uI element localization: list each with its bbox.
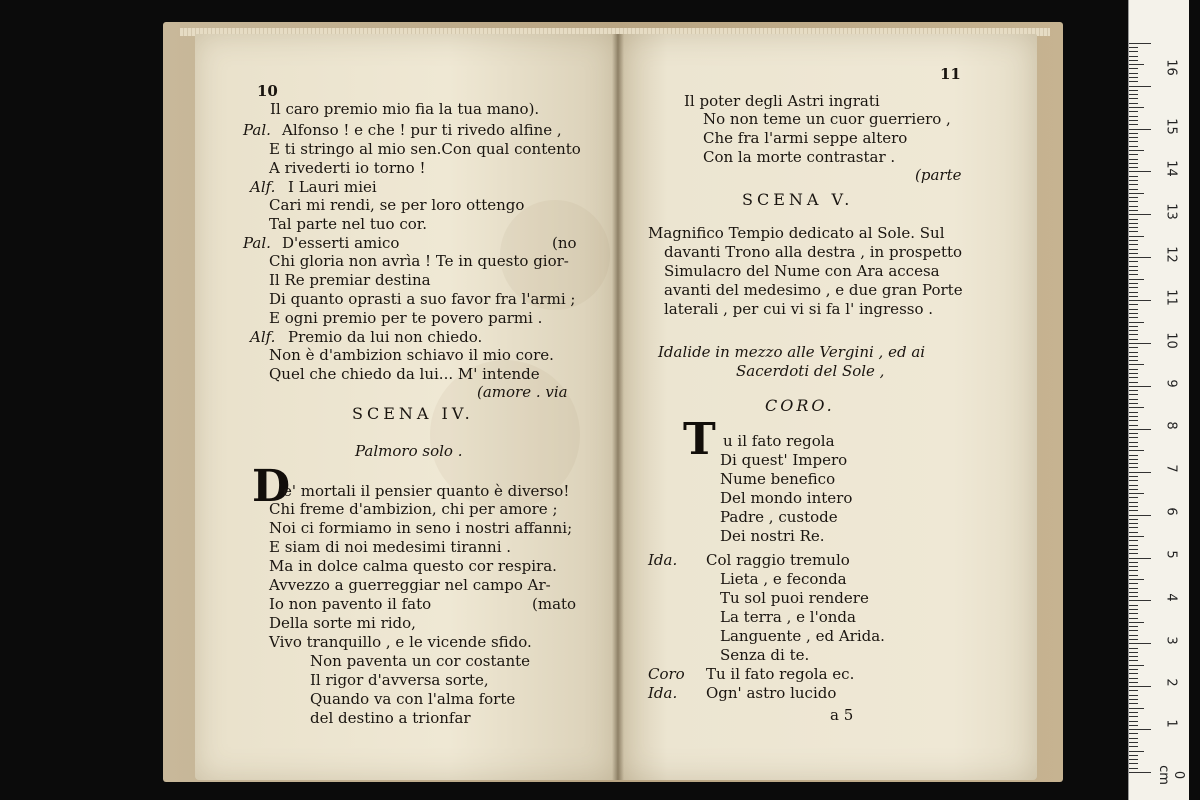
ruler-tick bbox=[1129, 377, 1138, 378]
text-line: Di quanto oprasti a suo favor fra l'armi ; bbox=[269, 290, 576, 308]
ruler-tick bbox=[1129, 394, 1138, 395]
ruler-tick bbox=[1129, 768, 1138, 769]
ruler-tick bbox=[1129, 725, 1138, 726]
ruler-tick bbox=[1129, 510, 1138, 511]
ruler-tick bbox=[1129, 171, 1151, 172]
ruler-tick bbox=[1129, 532, 1138, 533]
ruler-label: 2 bbox=[1163, 678, 1179, 687]
text-line: D'esserti amico bbox=[282, 234, 400, 252]
ida-line: Lieta , e feconda bbox=[720, 570, 847, 588]
ruler-tick bbox=[1129, 292, 1138, 293]
ruler-tick bbox=[1129, 249, 1138, 250]
ruler-tick bbox=[1129, 296, 1138, 297]
ruler-tick bbox=[1129, 364, 1144, 365]
chorus-line: Dei nostri Re. bbox=[720, 527, 825, 545]
ruler-tick bbox=[1129, 660, 1138, 661]
ruler-tick bbox=[1129, 540, 1138, 541]
ruler-tick bbox=[1129, 746, 1138, 747]
ruler-tick bbox=[1129, 485, 1138, 486]
text-line: (parte bbox=[915, 166, 962, 184]
ruler-tick bbox=[1129, 240, 1138, 241]
text-line: Quel che chiedo da lui... M' intende bbox=[269, 365, 540, 383]
ruler-tick bbox=[1129, 450, 1144, 451]
ruler-tick bbox=[1129, 313, 1138, 314]
ruler-label: 5 bbox=[1163, 550, 1179, 559]
ruler-tick bbox=[1129, 545, 1138, 546]
ruler-label: 0 cm bbox=[1156, 765, 1186, 785]
verse-line: Il rigor d'avversa sorte, bbox=[310, 671, 489, 689]
ruler-tick bbox=[1129, 536, 1144, 537]
description-line: laterali , per cui vi si fa l' ingresso . bbox=[664, 300, 934, 318]
verse-line: Quando va con l'alma forte bbox=[310, 690, 516, 708]
speaker-label: Alf. bbox=[250, 328, 276, 346]
ida-line: Languente , ed Arida. bbox=[720, 627, 885, 645]
ruler-tick bbox=[1129, 261, 1138, 262]
description-line: avanti del medesimo , e due gran Porte bbox=[664, 281, 963, 299]
verse-line: Vivo tranquillo , e le vicende sfido. bbox=[269, 633, 532, 651]
ruler-tick bbox=[1129, 716, 1138, 717]
ruler-tick bbox=[1129, 146, 1138, 147]
ida-line: Col raggio tremulo bbox=[706, 551, 850, 569]
ruler-tick bbox=[1129, 356, 1138, 357]
ruler-tick bbox=[1129, 116, 1138, 117]
verse-line: e' mortali il pensier quanto è diverso! bbox=[283, 482, 570, 500]
book-gutter bbox=[612, 34, 624, 780]
ruler-tick bbox=[1129, 686, 1151, 687]
ruler-tick bbox=[1129, 472, 1151, 473]
ruler-tick bbox=[1129, 549, 1138, 550]
verse-line: Chi freme d'ambizion, chi per amore ; bbox=[269, 500, 558, 518]
description-line: Magnifico Tempio dedicato al Sole. Sul bbox=[648, 224, 945, 242]
ruler-tick bbox=[1129, 493, 1144, 494]
ruler-tick bbox=[1129, 244, 1138, 245]
ruler-tick bbox=[1129, 579, 1144, 580]
text-line: Chi gloria non avrìa ! Te in questo gior- bbox=[269, 252, 569, 270]
ruler-tick bbox=[1129, 317, 1138, 318]
ruler-tick bbox=[1129, 176, 1138, 177]
ruler-tick bbox=[1129, 609, 1138, 610]
ruler-tick bbox=[1129, 279, 1144, 280]
ruler-tick bbox=[1129, 382, 1138, 383]
text-line: Con la morte contrastar . bbox=[703, 148, 896, 166]
ruler-tick bbox=[1129, 300, 1151, 301]
scene-heading: SCENA IV. bbox=[352, 404, 474, 423]
ruler-tick bbox=[1129, 592, 1138, 593]
ruler-tick bbox=[1129, 386, 1151, 387]
ruler-tick bbox=[1129, 712, 1138, 713]
ruler-tick bbox=[1129, 107, 1144, 108]
description-line: davanti Trono alla destra , in prospetto bbox=[664, 243, 963, 261]
ruler-tick bbox=[1129, 566, 1138, 567]
ruler-tick bbox=[1129, 90, 1138, 91]
ruler-tick bbox=[1129, 583, 1138, 584]
ruler-tick bbox=[1129, 390, 1138, 391]
ruler-tick bbox=[1129, 43, 1151, 44]
ruler-tick bbox=[1129, 64, 1144, 65]
ruler-tick bbox=[1129, 407, 1144, 408]
ida-line: Tu sol puoi rendere bbox=[720, 589, 869, 607]
ruler-tick bbox=[1129, 51, 1138, 52]
verse-line: (mato bbox=[532, 595, 577, 613]
chorus-line: Del mondo intero bbox=[720, 489, 853, 507]
ruler-tick bbox=[1129, 425, 1138, 426]
ruler-tick bbox=[1129, 167, 1138, 168]
ruler-tick bbox=[1129, 721, 1138, 722]
ruler-tick bbox=[1129, 699, 1138, 700]
ruler-label: 9 bbox=[1163, 379, 1179, 388]
ruler-tick bbox=[1129, 562, 1138, 563]
ruler-tick bbox=[1129, 103, 1138, 104]
ruler-tick bbox=[1129, 214, 1151, 215]
ruler-tick bbox=[1129, 403, 1138, 404]
ruler-tick bbox=[1129, 759, 1138, 760]
text-line: A rivederti io torno ! bbox=[269, 159, 426, 177]
signature-mark: a 5 bbox=[830, 706, 854, 724]
ruler-tick bbox=[1129, 347, 1138, 348]
ruler-tick bbox=[1129, 613, 1138, 614]
verse-line: Della sorte mi rido, bbox=[269, 614, 416, 632]
text-line: Tal parte nel tuo cor. bbox=[269, 215, 428, 233]
ruler-tick bbox=[1129, 274, 1138, 275]
speaker-label: Pal. bbox=[243, 121, 271, 139]
speaker-label: Ida. bbox=[648, 551, 678, 569]
text-line: Il Re premiar destina bbox=[269, 271, 431, 289]
speaker-label: Pal. bbox=[243, 234, 271, 252]
ruler-tick bbox=[1129, 163, 1138, 164]
ruler-tick bbox=[1129, 206, 1138, 207]
ruler-label: 14 bbox=[1163, 160, 1179, 177]
ruler-tick bbox=[1129, 476, 1138, 477]
ruler-tick bbox=[1129, 326, 1138, 327]
ruler-tick bbox=[1129, 420, 1138, 421]
verse-line: Ma in dolce calma questo cor respira. bbox=[269, 557, 557, 575]
measurement-ruler bbox=[1128, 0, 1189, 800]
ruler-tick bbox=[1129, 124, 1138, 125]
ruler-tick bbox=[1129, 665, 1144, 666]
ruler-tick bbox=[1129, 558, 1151, 559]
ruler-tick bbox=[1129, 330, 1138, 331]
ruler-tick bbox=[1129, 729, 1151, 730]
ruler-tick bbox=[1129, 708, 1144, 709]
ruler-tick bbox=[1129, 639, 1138, 640]
stage-direction: Sacerdoti del Sole , bbox=[736, 362, 885, 380]
ruler-label: 3 bbox=[1163, 636, 1179, 645]
speaker-label: Alf. bbox=[250, 178, 276, 196]
ruler-tick bbox=[1129, 133, 1138, 134]
drop-cap: T bbox=[683, 414, 716, 465]
ruler-tick bbox=[1129, 137, 1138, 138]
ruler-tick bbox=[1129, 369, 1138, 370]
ruler-tick bbox=[1129, 695, 1138, 696]
stage-direction: Idalide in mezzo alle Vergini , ed ai bbox=[658, 343, 926, 361]
ruler-tick bbox=[1129, 648, 1138, 649]
ruler-tick bbox=[1129, 111, 1138, 112]
ruler-tick bbox=[1129, 656, 1138, 657]
ruler-tick bbox=[1129, 77, 1138, 78]
ruler-label: 16 bbox=[1163, 59, 1179, 76]
ruler-tick bbox=[1129, 742, 1138, 743]
ruler-tick bbox=[1129, 678, 1138, 679]
ruler-tick bbox=[1129, 339, 1138, 340]
ruler-tick bbox=[1129, 227, 1138, 228]
ruler-tick bbox=[1129, 120, 1138, 121]
ruler-tick bbox=[1129, 184, 1138, 185]
ruler-tick bbox=[1129, 626, 1138, 627]
speaker-label: Ida. bbox=[648, 684, 678, 702]
ruler-tick bbox=[1129, 412, 1138, 413]
ruler-tick bbox=[1129, 738, 1138, 739]
ruler-tick bbox=[1129, 360, 1138, 361]
text-line: Che fra l'armi seppe altero bbox=[703, 129, 908, 147]
ruler-tick bbox=[1129, 459, 1138, 460]
text-line: I Lauri miei bbox=[288, 178, 377, 196]
text-line: Alfonso ! e che ! pur ti rivedo alfine , bbox=[282, 121, 562, 139]
ruler-tick bbox=[1129, 253, 1138, 254]
ruler-tick bbox=[1129, 682, 1138, 683]
ruler-tick bbox=[1129, 652, 1138, 653]
ruler-tick bbox=[1129, 703, 1138, 704]
ruler-label: 6 bbox=[1163, 507, 1179, 516]
ruler-tick bbox=[1129, 467, 1138, 468]
ruler-tick bbox=[1129, 266, 1138, 267]
text-line: Non è d'ambizion schiavo il mio core. bbox=[269, 346, 554, 364]
ruler-tick bbox=[1129, 455, 1138, 456]
ruler-tick bbox=[1129, 343, 1151, 344]
text-line: E ti stringo al mio sen.Con qual contento bbox=[269, 140, 581, 158]
ruler-tick bbox=[1129, 502, 1138, 503]
ruler-tick bbox=[1129, 47, 1138, 48]
ruler-tick bbox=[1129, 399, 1138, 400]
ruler-tick bbox=[1129, 480, 1138, 481]
ruler-tick bbox=[1129, 223, 1138, 224]
ruler-label: 7 bbox=[1163, 464, 1179, 473]
ruler-tick bbox=[1129, 352, 1138, 353]
scene-subtitle: Palmoro solo . bbox=[355, 442, 463, 460]
ruler-tick bbox=[1129, 570, 1138, 571]
verse-line: del destino a trionfar bbox=[310, 709, 471, 727]
ruler-tick bbox=[1129, 231, 1138, 232]
ruler-tick bbox=[1129, 489, 1138, 490]
text-line: Premio da lui non chiedo. bbox=[288, 328, 483, 346]
ruler-tick bbox=[1129, 523, 1138, 524]
ruler-tick bbox=[1129, 73, 1138, 74]
ruler-label: 13 bbox=[1163, 203, 1179, 220]
ruler-tick bbox=[1129, 605, 1138, 606]
ruler-tick bbox=[1129, 304, 1138, 305]
ruler-tick bbox=[1129, 433, 1138, 434]
ruler-tick bbox=[1129, 154, 1138, 155]
ruler-tick bbox=[1129, 60, 1138, 61]
ruler-tick bbox=[1129, 442, 1138, 443]
ruler-tick bbox=[1129, 463, 1138, 464]
text-line: Il caro premio mio fia la tua mano). bbox=[270, 100, 540, 118]
ruler-label: 4 bbox=[1163, 593, 1179, 602]
ida-line: Ogn' astro lucido bbox=[706, 684, 837, 702]
ruler-tick bbox=[1129, 201, 1138, 202]
ruler-tick bbox=[1129, 553, 1138, 554]
chorus-line: Di quest' Impero bbox=[720, 451, 848, 469]
ruler-tick bbox=[1129, 519, 1138, 520]
verse-line: Io non pavento il fato bbox=[269, 595, 432, 613]
ruler-label: 15 bbox=[1163, 118, 1179, 135]
chorus-heading: CORO. bbox=[765, 396, 835, 415]
ruler-tick bbox=[1129, 219, 1138, 220]
speaker-label: Coro bbox=[648, 665, 685, 683]
text-line: E ogni premio per te povero parmi . bbox=[269, 309, 543, 327]
description-line: Simulacro del Nume con Ara accesa bbox=[664, 262, 940, 280]
ruler-tick bbox=[1129, 515, 1151, 516]
ruler-tick bbox=[1129, 129, 1151, 130]
verse-line: Noi ci formiamo in seno i nostri affanni; bbox=[269, 519, 573, 537]
ida-line: La terra , e l'onda bbox=[720, 608, 856, 626]
text-line: No non teme un cuor guerriero , bbox=[703, 110, 951, 128]
ruler-tick bbox=[1129, 630, 1138, 631]
ruler-tick bbox=[1129, 334, 1138, 335]
verse-line: Avvezzo a guerreggiar nel campo Ar- bbox=[269, 576, 551, 594]
ruler-tick bbox=[1129, 236, 1144, 237]
ruler-tick bbox=[1129, 416, 1138, 417]
ruler-tick bbox=[1129, 197, 1138, 198]
ruler-tick bbox=[1129, 180, 1138, 181]
ruler-tick bbox=[1129, 622, 1144, 623]
ruler-tick bbox=[1129, 527, 1138, 528]
chorus-line: Nume benefico bbox=[720, 470, 836, 488]
ruler-tick bbox=[1129, 309, 1138, 310]
ruler-tick bbox=[1129, 193, 1144, 194]
ruler-tick bbox=[1129, 635, 1138, 636]
ruler-tick bbox=[1129, 669, 1138, 670]
ruler-tick bbox=[1129, 210, 1138, 211]
coro-line: Tu il fato regola ec. bbox=[706, 665, 855, 683]
ruler-label: 8 bbox=[1163, 421, 1179, 430]
ruler-tick bbox=[1129, 159, 1138, 160]
drop-cap: D bbox=[252, 461, 291, 512]
ruler-tick bbox=[1129, 141, 1138, 142]
ruler-tick bbox=[1129, 733, 1138, 734]
chorus-line: u il fato regola bbox=[723, 432, 835, 450]
ruler-tick bbox=[1129, 81, 1138, 82]
ruler-tick bbox=[1129, 68, 1138, 69]
ruler-tick bbox=[1129, 763, 1138, 764]
ruler-tick bbox=[1129, 600, 1151, 601]
text-line: (amore . via bbox=[477, 383, 568, 401]
ruler-tick bbox=[1129, 643, 1151, 644]
ruler-tick bbox=[1129, 506, 1138, 507]
ruler-tick bbox=[1129, 673, 1138, 674]
verse-line: E siam di noi medesimi tiranni . bbox=[269, 538, 512, 556]
verse-line: Non paventa un cor costante bbox=[310, 652, 531, 670]
ruler-tick bbox=[1129, 257, 1151, 258]
ruler-tick bbox=[1129, 56, 1138, 57]
text-line: Il poter degli Astri ingrati bbox=[684, 92, 880, 110]
ruler-tick bbox=[1129, 322, 1144, 323]
ruler-tick bbox=[1129, 772, 1151, 773]
ida-line: Senza di te. bbox=[720, 646, 810, 664]
ruler-tick bbox=[1129, 751, 1144, 752]
ruler-tick bbox=[1129, 287, 1138, 288]
ruler-tick bbox=[1129, 596, 1138, 597]
ruler-label: 1 bbox=[1163, 719, 1179, 728]
ruler-tick bbox=[1129, 618, 1138, 619]
ruler-tick bbox=[1129, 690, 1138, 691]
ruler-tick bbox=[1129, 150, 1144, 151]
ruler-tick bbox=[1129, 446, 1138, 447]
ruler-tick bbox=[1129, 373, 1138, 374]
ruler-tick bbox=[1129, 588, 1138, 589]
text-line: (no bbox=[552, 234, 577, 252]
ruler-tick bbox=[1129, 755, 1138, 756]
ruler-tick bbox=[1129, 86, 1151, 87]
text-line: Cari mi rendi, se per loro ottengo bbox=[269, 196, 525, 214]
left-page-number: 10 bbox=[257, 82, 278, 100]
chorus-line: Padre , custode bbox=[720, 508, 838, 526]
ruler-label: 11 bbox=[1163, 289, 1179, 306]
ruler-label: 12 bbox=[1163, 246, 1179, 263]
ruler-tick bbox=[1129, 429, 1151, 430]
ruler-tick bbox=[1129, 437, 1138, 438]
scene-heading: SCENA V. bbox=[742, 190, 854, 209]
ruler-tick bbox=[1129, 575, 1138, 576]
right-page-number: 11 bbox=[940, 65, 961, 83]
ruler-tick bbox=[1129, 497, 1138, 498]
ruler-tick bbox=[1129, 98, 1138, 99]
ruler-tick bbox=[1129, 270, 1138, 271]
ruler-tick bbox=[1129, 283, 1138, 284]
ruler-tick bbox=[1129, 189, 1138, 190]
ruler-tick bbox=[1129, 94, 1138, 95]
ruler-label: 10 bbox=[1163, 332, 1179, 349]
